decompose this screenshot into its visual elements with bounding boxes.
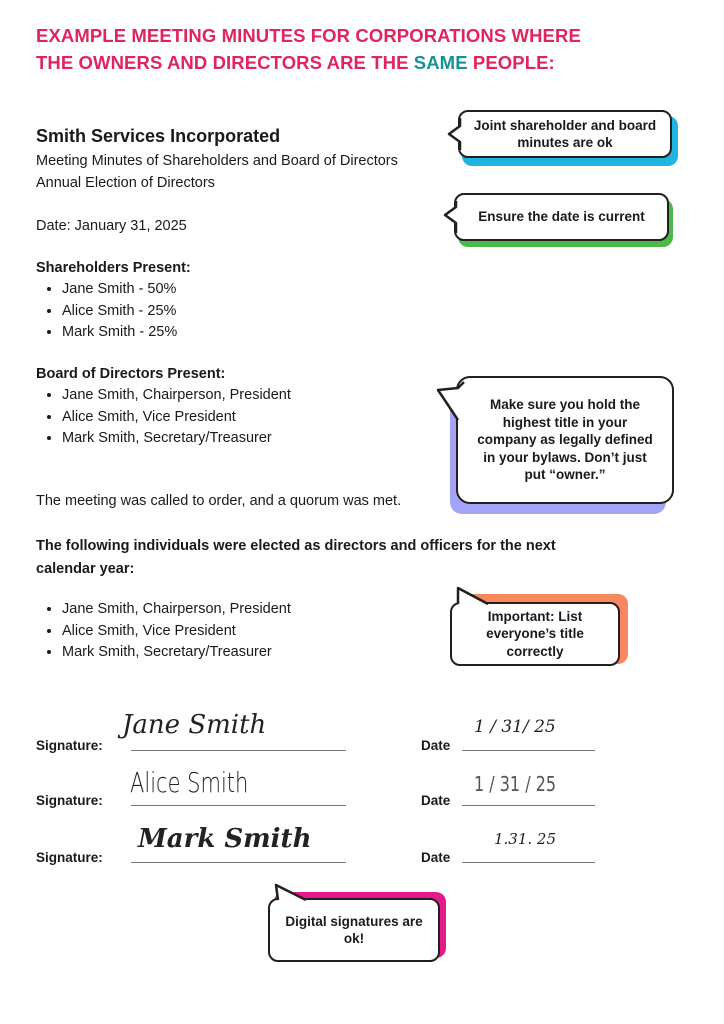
- shareholders-heading: Shareholders Present:: [36, 260, 191, 276]
- list-item: • Jane Smith, Chairperson, President: [62, 599, 291, 621]
- board-list: [42, 385, 291, 450]
- callout-digital-signatures: [266, 884, 448, 964]
- signature-date: 1.31. 25: [494, 830, 557, 848]
- headline-text: THE OWNERS AND DIRECTORS ARE THE: [36, 52, 414, 73]
- signature-date: 1 / 31/ 25: [474, 717, 556, 737]
- list-item: • Alice Smith, Vice President: [62, 407, 291, 429]
- headline-line-2: [36, 49, 581, 76]
- signature-label: Signature:: [36, 850, 103, 865]
- signature-date: 1 / 31 / 25: [474, 772, 557, 796]
- speech-tail-icon: [442, 193, 462, 241]
- date-label: Date: [421, 850, 451, 865]
- headline-text: PEOPLE:: [467, 52, 555, 73]
- list-item: • Jane Smith - 50%: [62, 279, 177, 301]
- list-item: • Alice Smith, Vice President: [62, 621, 291, 643]
- speech-tail-icon: [266, 884, 326, 906]
- signature-line[interactable]: [131, 750, 346, 751]
- shareholders-list: [42, 279, 177, 344]
- date-line[interactable]: [462, 862, 595, 863]
- minutes-subtitle: Meeting Minutes of Shareholders and Board of Directors: [36, 153, 398, 169]
- date-line[interactable]: [462, 805, 595, 806]
- signature-label: Signature:: [36, 793, 103, 808]
- elected-heading: The following individuals were elected as directors and officers for the next calendar year:: [36, 538, 556, 577]
- list-item: • Jane Smith, Chairperson, President: [62, 385, 291, 407]
- callout-text: Digital signatures are ok!: [268, 898, 440, 962]
- list-item: • Mark Smith, Secretary/Treasurer: [62, 642, 291, 664]
- speech-tail-icon: [436, 376, 476, 436]
- callout-list-titles: [448, 586, 630, 668]
- signature-mark: Mark Smith: [138, 824, 312, 854]
- callout-date-current: [442, 193, 674, 247]
- headline-line-1: EXAMPLE MEETING MINUTES FOR CORPORATIONS WHERE: [36, 25, 581, 46]
- list-item: • Alice Smith - 25%: [62, 301, 177, 323]
- board-heading: Board of Directors Present:: [36, 366, 226, 382]
- elected-list: [42, 599, 291, 664]
- page-headline: [36, 22, 581, 76]
- speech-tail-icon: [446, 110, 466, 158]
- signature-line[interactable]: [131, 805, 346, 806]
- headline-highlight: SAME: [413, 52, 468, 73]
- callout-text: Ensure the date is current: [454, 193, 669, 241]
- company-name: Smith Services Incorporated: [36, 126, 281, 146]
- callout-text: Make sure you hold the highest title in your company as legally defined in your bylaws. Don’t just put “owner.”: [456, 376, 674, 504]
- callout-text: Joint shareholder and board minutes are ok: [458, 110, 672, 158]
- signature-jane: Jane Smith: [122, 710, 267, 740]
- list-item: • Mark Smith - 25%: [62, 322, 177, 344]
- quorum-statement: The meeting was called to order, and a quorum was met.: [36, 493, 402, 509]
- list-item: • Mark Smith, Secretary/Treasurer: [62, 428, 291, 450]
- meeting-date: Date: January 31, 2025: [36, 218, 187, 234]
- speech-tail-icon: [448, 586, 508, 610]
- signature-alice: Alice Smith: [130, 766, 249, 799]
- date-label: Date: [421, 738, 451, 753]
- election-subtitle: Annual Election of Directors: [36, 175, 215, 191]
- callout-joint-minutes: [446, 110, 678, 166]
- callout-highest-title: [436, 376, 676, 514]
- callout-text: Important: List everyone’s title correctly: [450, 602, 620, 666]
- signature-label: Signature:: [36, 738, 103, 753]
- signature-line[interactable]: [131, 862, 346, 863]
- date-label: Date: [421, 793, 451, 808]
- date-line[interactable]: [462, 750, 595, 751]
